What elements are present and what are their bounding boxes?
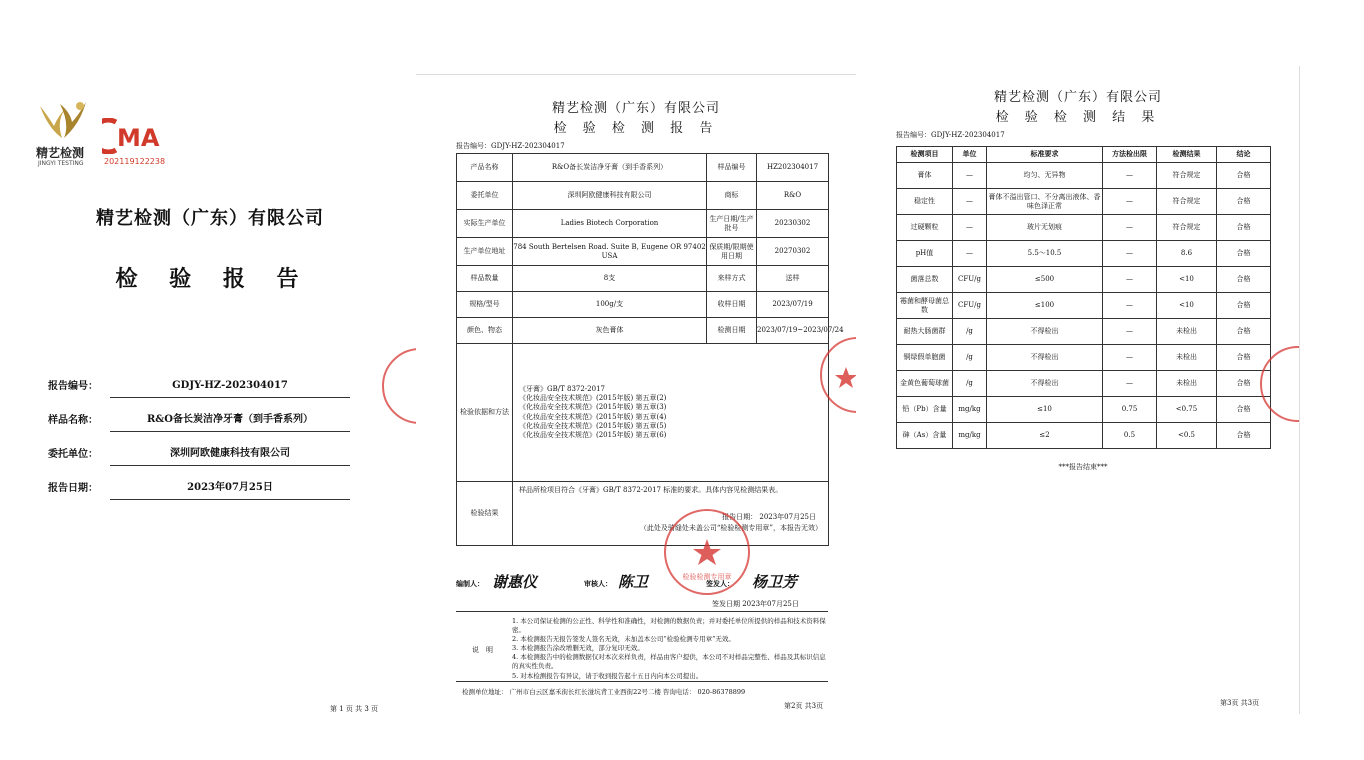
notes-list xyxy=(512,617,826,681)
signer-label: 签发人： xyxy=(706,579,734,588)
report-cover-page xyxy=(0,60,420,720)
cell-requirement: ≤100 xyxy=(987,293,1103,319)
cell-label: 检测日期 xyxy=(707,318,757,344)
cell-unit: mg/kg xyxy=(953,423,987,449)
cell-item: 菌落总数 xyxy=(897,267,953,293)
cell-label: 商标 xyxy=(707,182,757,210)
cell-result: <10 xyxy=(1157,267,1217,293)
cell-result: <10 xyxy=(1157,293,1217,319)
column-header: 检测项目 xyxy=(897,147,953,163)
cell-requirement: 5.5～10.5 xyxy=(987,241,1103,267)
cell-unit: CFU/g xyxy=(953,293,987,319)
cell-limit: 0.75 xyxy=(1103,397,1157,423)
cell-limit: — xyxy=(1103,293,1157,319)
cell-limit: — xyxy=(1103,215,1157,241)
field-value: 深圳阿欧健康科技有限公司 xyxy=(110,444,350,466)
note-item: 5. 对本检测报告有异议，请于收到报告起十五日内向本公司提出。 xyxy=(512,671,703,680)
cell-value: R&O备长炭洁净牙膏（到手香系列） xyxy=(513,154,707,182)
cell-requirement: 不得检出 xyxy=(987,319,1103,345)
cell-item: 霉菌和酵母菌总数 xyxy=(897,293,953,319)
table-row xyxy=(897,319,1271,345)
signer-signature: 杨卫芳 xyxy=(752,573,798,591)
cell-label: 收样日期 xyxy=(707,292,757,318)
cell-label: 生产日期/生产批号 xyxy=(707,210,757,238)
cell-conclusion: 合格 xyxy=(1217,215,1271,241)
cell-limit: — xyxy=(1103,241,1157,267)
cell-label: 样品编号 xyxy=(707,154,757,182)
field-value: 2023年07月25日 xyxy=(110,478,350,500)
reviewer-label: 审核人： xyxy=(584,579,612,588)
note-item: 4. 本检测报告中的检测数据仅对本次来样负责，样品由客户提供，本公司不对样品完整性、样品及其标识信息的真实性负责。 xyxy=(512,653,826,671)
sample-info-table xyxy=(456,153,844,546)
table-row xyxy=(457,266,829,292)
cell-limit: — xyxy=(1103,267,1157,293)
result-report-date: 报告日期： 2023年07月25日 xyxy=(722,512,816,521)
cell-item: 铜绿假单胞菌 xyxy=(897,345,953,371)
cell-value: 784 South Bertelsen Road. Suite B, Eugene OR 97402 USA xyxy=(513,238,707,266)
sign-date: 签发日期 2023年07月25日 xyxy=(712,600,799,608)
cell-conclusion: 合格 xyxy=(1217,319,1271,345)
cell-unit: — xyxy=(953,241,987,267)
cell-label: 检验依据和方法 xyxy=(457,344,513,482)
cell-requirement: 不得检出 xyxy=(987,345,1103,371)
cell-value: 送样 xyxy=(757,266,829,292)
cell-conclusion: 合格 xyxy=(1217,241,1271,267)
cell-result: 未检出 xyxy=(1157,371,1217,397)
page3-title: 检 验 检 测 结 果 xyxy=(995,110,1161,125)
cover-company-name: 精艺检测（广东）有限公司 xyxy=(96,208,324,229)
cell-requirement: 均匀、无异物 xyxy=(987,163,1103,189)
table-row-result xyxy=(457,482,829,546)
cell-result: 未检出 xyxy=(1157,345,1217,371)
cell-limit: — xyxy=(1103,163,1157,189)
cell-conclusion: 合格 xyxy=(1217,397,1271,423)
report-results-page xyxy=(856,66,1300,714)
logo-chinese-name: 精艺检测 xyxy=(36,146,85,160)
cell-limit: — xyxy=(1103,189,1157,215)
field-label: 委托单位： xyxy=(48,449,98,460)
result-note: （此处及骑缝处未盖公司“检验检测专用章”，本报告无效） xyxy=(639,523,822,532)
result-text: 样品所检项目符合《牙膏》GB/T 8372-2017 标准的要求。具体内容见检测结果表。 xyxy=(519,486,783,494)
notes-label: 说 明 xyxy=(472,646,493,654)
cell-label: 委托单位 xyxy=(457,182,513,210)
stamp-text: 检验检测专用章 xyxy=(682,573,732,581)
cell-unit: — xyxy=(953,189,987,215)
cell-limit: — xyxy=(1103,371,1157,397)
cell-requirement: ≤500 xyxy=(987,267,1103,293)
page2-report-no: 报告编号：GDJY-HZ-202304017 xyxy=(456,142,565,150)
table-header-row xyxy=(897,147,1271,163)
cell-conclusion: 合格 xyxy=(1217,371,1271,397)
cell-conclusion: 合格 xyxy=(1217,189,1271,215)
cell-conclusion: 合格 xyxy=(1217,423,1271,449)
cell-label: 样品数量 xyxy=(457,266,513,292)
cover-field-client xyxy=(48,432,350,466)
table-row xyxy=(897,293,1271,319)
cell-label: 生产单位地址 xyxy=(457,238,513,266)
cell-item: 金黄色葡萄球菌 xyxy=(897,371,953,397)
cell-label: 产品名称 xyxy=(457,154,513,182)
field-value: GDJY-HZ-202304017 xyxy=(110,380,350,398)
seam-stamp-partial xyxy=(382,348,420,424)
field-label: 样品名称： xyxy=(48,415,98,426)
seam-stamp-partial xyxy=(820,337,856,413)
notes-divider-bottom xyxy=(456,681,828,682)
method-item: 《化妆品安全技术规范》(2015年版) 第五章(3) xyxy=(519,403,667,412)
cell-value: 灰色膏体 xyxy=(513,318,707,344)
results-table xyxy=(896,146,1271,449)
cover-field-sample-name xyxy=(48,398,350,432)
page3-company-name: 精艺检测（广东）有限公司 xyxy=(993,90,1162,105)
cell-label: 保质期/限期使用日期 xyxy=(707,238,757,266)
cell-result: 8.6 xyxy=(1157,241,1217,267)
cell-value: HZ202304017 xyxy=(757,154,829,182)
cell-result: 符合规定 xyxy=(1157,189,1217,215)
cell-item: 过硬颗粒 xyxy=(897,215,953,241)
cell-value: 100g/支 xyxy=(513,292,707,318)
cell-value: 20270302 xyxy=(757,238,829,266)
stamp-star-icon xyxy=(822,339,856,411)
method-item: 《化妆品安全技术规范》(2015年版) 第五章(2) xyxy=(519,394,667,403)
note-item: 2. 本检测报告无报告签发人签名无效，未加盖本公司“检验检测专用章”无效。 xyxy=(512,635,735,644)
cell-item: pH值 xyxy=(897,241,953,267)
table-row xyxy=(457,154,829,182)
table-row xyxy=(457,210,829,238)
cell-item: 耐热大肠菌群 xyxy=(897,319,953,345)
page-number: 第2页 共3页 xyxy=(784,702,824,710)
cell-requirement: 不得检出 xyxy=(987,371,1103,397)
notes-divider xyxy=(456,611,828,612)
cell-unit: CFU/g xyxy=(953,267,987,293)
reviewer-signature: 陈卫 xyxy=(618,573,649,591)
method-item: 《化妆品安全技术规范》(2015年版) 第五章(5) xyxy=(519,421,667,430)
jingyi-logo-icon xyxy=(36,98,90,142)
cell-result: <0.5 xyxy=(1157,423,1217,449)
table-row xyxy=(897,215,1271,241)
page-number: 第3页 共3页 xyxy=(1220,699,1260,707)
method-item: 《化妆品安全技术规范》(2015年版) 第五章(4) xyxy=(519,412,667,421)
cell-requirement: 膏体不溢出管口、不分离出液体、香味色泽正常 xyxy=(987,189,1103,215)
table-row xyxy=(457,238,829,266)
column-header: 标准要求 xyxy=(987,147,1103,163)
cell-value: 20230302 xyxy=(757,210,829,238)
field-label: 报告编号： xyxy=(48,381,98,392)
cell-item: 稳定性 xyxy=(897,189,953,215)
table-row xyxy=(897,189,1271,215)
page3-report-no: 报告编号：GDJY-HZ-202304017 xyxy=(896,131,1005,139)
page2-title: 检 验 检 测 报 告 xyxy=(553,121,719,136)
table-row xyxy=(897,267,1271,293)
note-item: 3. 本检测报告涂改增删无效，部分复印无效。 xyxy=(512,644,644,653)
cell-result: 符合规定 xyxy=(1157,215,1217,241)
cover-field-report-date xyxy=(48,466,350,500)
cell-value: Ladies Biotech Corporation xyxy=(513,210,707,238)
table-row xyxy=(897,397,1271,423)
cell-unit: /g xyxy=(953,319,987,345)
cell-item: 膏体 xyxy=(897,163,953,189)
cell-label: 来样方式 xyxy=(707,266,757,292)
cell-conclusion: 合格 xyxy=(1217,345,1271,371)
column-header: 检测结果 xyxy=(1157,147,1217,163)
cell-unit: /g xyxy=(953,345,987,371)
column-header: 方法检出限 xyxy=(1103,147,1157,163)
editor-signature: 谢惠仪 xyxy=(492,573,538,591)
cma-number: 202119122238 xyxy=(104,157,166,166)
note-item: 1. 本公司保证检测的公正性、科学性和准确性，对检测的数据负责；并对委托单位所提供的样品和技术资料保密。 xyxy=(512,617,826,635)
cover-title: 检 验 报 告 xyxy=(115,267,311,292)
cell-conclusion: 合格 xyxy=(1217,267,1271,293)
cell-limit: 0.5 xyxy=(1103,423,1157,449)
cell-unit: mg/kg xyxy=(953,397,987,423)
field-label: 报告日期： xyxy=(48,483,98,494)
cell-conclusion: 合格 xyxy=(1217,163,1271,189)
editor-label: 编制人： xyxy=(456,579,484,588)
lab-address: 检测单位地址： 广州市白云区嘉禾街长红长湴坑背工业西街22号二楼 咨询电话： 020-86378899 xyxy=(462,688,746,696)
cma-certification-mark xyxy=(102,118,172,154)
stamp-star-icon xyxy=(666,511,748,593)
cell-label: 实际生产单位 xyxy=(457,210,513,238)
page-number: 第 1 页 共 3 页 xyxy=(330,705,379,713)
logo-english-name: JINGYI TESTING xyxy=(38,160,84,167)
table-row xyxy=(457,292,829,318)
method-item: 《牙膏》GB/T 8372-2017 xyxy=(519,385,605,394)
cell-unit: — xyxy=(953,163,987,189)
official-stamp xyxy=(664,509,750,595)
cell-result: 未检出 xyxy=(1157,319,1217,345)
table-row xyxy=(897,345,1271,371)
table-row xyxy=(897,241,1271,267)
table-row xyxy=(457,182,829,210)
cell-value: 2023/07/19 xyxy=(757,292,829,318)
methods-list xyxy=(513,344,829,482)
table-row xyxy=(897,423,1271,449)
cell-value: R&O xyxy=(757,182,829,210)
cell-value: 2023/07/19~2023/07/24 xyxy=(757,318,829,344)
report-end-marker: ***报告结束*** xyxy=(1058,463,1108,471)
cell-limit: — xyxy=(1103,345,1157,371)
cell-label: 规格/型号 xyxy=(457,292,513,318)
table-row xyxy=(897,163,1271,189)
cell-conclusion: 合格 xyxy=(1217,293,1271,319)
cell-requirement: 玻片无划痕 xyxy=(987,215,1103,241)
table-row xyxy=(457,318,829,344)
cell-label: 颜色、物态 xyxy=(457,318,513,344)
cell-item: 砷（As）含量 xyxy=(897,423,953,449)
table-row-methods xyxy=(457,344,829,482)
cell-unit: — xyxy=(953,215,987,241)
cover-field-report-no xyxy=(48,364,350,398)
page2-company-name: 精艺检测（广东）有限公司 xyxy=(551,101,720,116)
cell-value: 8支 xyxy=(513,266,707,292)
cell-result: <0.75 xyxy=(1157,397,1217,423)
cell-requirement: ≤10 xyxy=(987,397,1103,423)
table-row xyxy=(897,371,1271,397)
cell-requirement: ≤2 xyxy=(987,423,1103,449)
cell-result: 符合规定 xyxy=(1157,163,1217,189)
field-value: R&O备长炭洁净牙膏（到手香系列） xyxy=(110,410,350,432)
cell-limit: — xyxy=(1103,319,1157,345)
cell-label: 检验结果 xyxy=(457,482,513,546)
cell-value: 深圳阿欧健康科技有限公司 xyxy=(513,182,707,210)
cell-item: 铅（Pb）含量 xyxy=(897,397,953,423)
column-header: 单位 xyxy=(953,147,987,163)
method-item: 《化妆品安全技术规范》(2015年版) 第五章(6) xyxy=(519,430,667,439)
cell-unit: /g xyxy=(953,371,987,397)
column-header: 结论 xyxy=(1217,147,1271,163)
report-detail-page xyxy=(416,74,856,714)
cma-text: MA xyxy=(117,124,160,152)
